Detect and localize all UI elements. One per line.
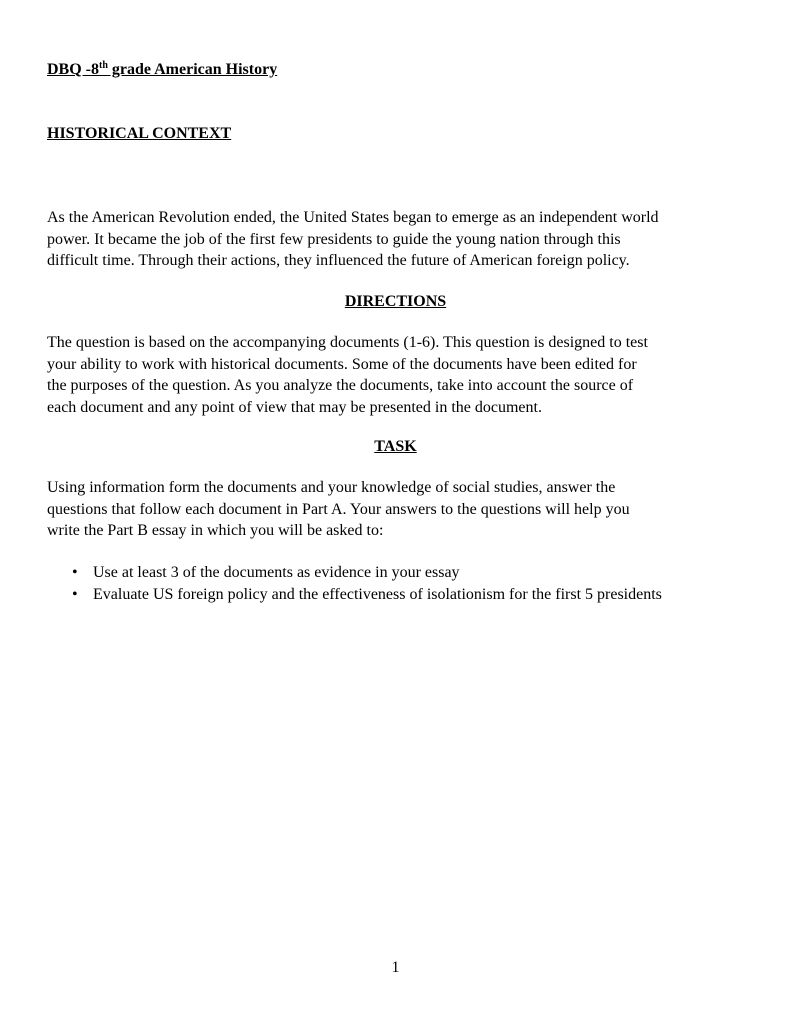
list-item	[47, 584, 767, 606]
document-title	[47, 60, 277, 80]
paragraph-line: your ability to work with historical documents. Some of the documents have been edited for	[47, 355, 637, 373]
paragraph-line: the purposes of the question. As you analyze the documents, take into account the source of	[47, 377, 634, 394]
historical-context-heading: HISTORICAL CONTEXT	[47, 125, 232, 142]
paragraph-line: questions that follow each document in Part A. Your answers to the questions will help you	[47, 500, 630, 518]
bullet-icon: •	[72, 585, 78, 603]
document-title-superscript: th	[99, 60, 108, 71]
document-title-prefix: DBQ -8	[47, 61, 99, 78]
task-heading: TASK	[374, 438, 417, 455]
directions-heading: DIRECTIONS	[344, 293, 447, 310]
paragraph-line: each document and any point of view that may be presented in the document.	[47, 398, 542, 416]
document-title-suffix: grade American History	[107, 61, 278, 78]
paragraph-line: The question is based on the accompanying documents (1-6). This question is designed to test	[47, 334, 648, 351]
paragraph-line: write the Part B essay in which you will be asked to:	[47, 522, 384, 539]
task-paragraph	[47, 477, 757, 542]
paragraph-line: Using information form the documents and your knowledge of social studies, answer the	[47, 479, 616, 496]
paragraph-line: difficult time. Through their actions, they influenced the future of American foreign policy.	[47, 252, 630, 269]
directions-paragraph	[47, 332, 757, 418]
bullet-text: Use at least 3 of the documents as evidence in your essay	[93, 564, 460, 581]
task-bullet-list	[47, 562, 767, 605]
bullet-icon: •	[72, 564, 78, 581]
page-number: 1	[391, 959, 400, 976]
historical-context-paragraph	[47, 207, 757, 272]
paragraph-line: As the American Revolution ended, the United States began to emerge as an independent world	[47, 209, 659, 226]
bullet-text: Evaluate US foreign policy and the effectiveness of isolationism for the first 5 presidents	[93, 585, 662, 603]
list-item	[47, 562, 767, 584]
paragraph-line: power. It became the job of the first few presidents to guide the young nation through this	[47, 230, 621, 248]
